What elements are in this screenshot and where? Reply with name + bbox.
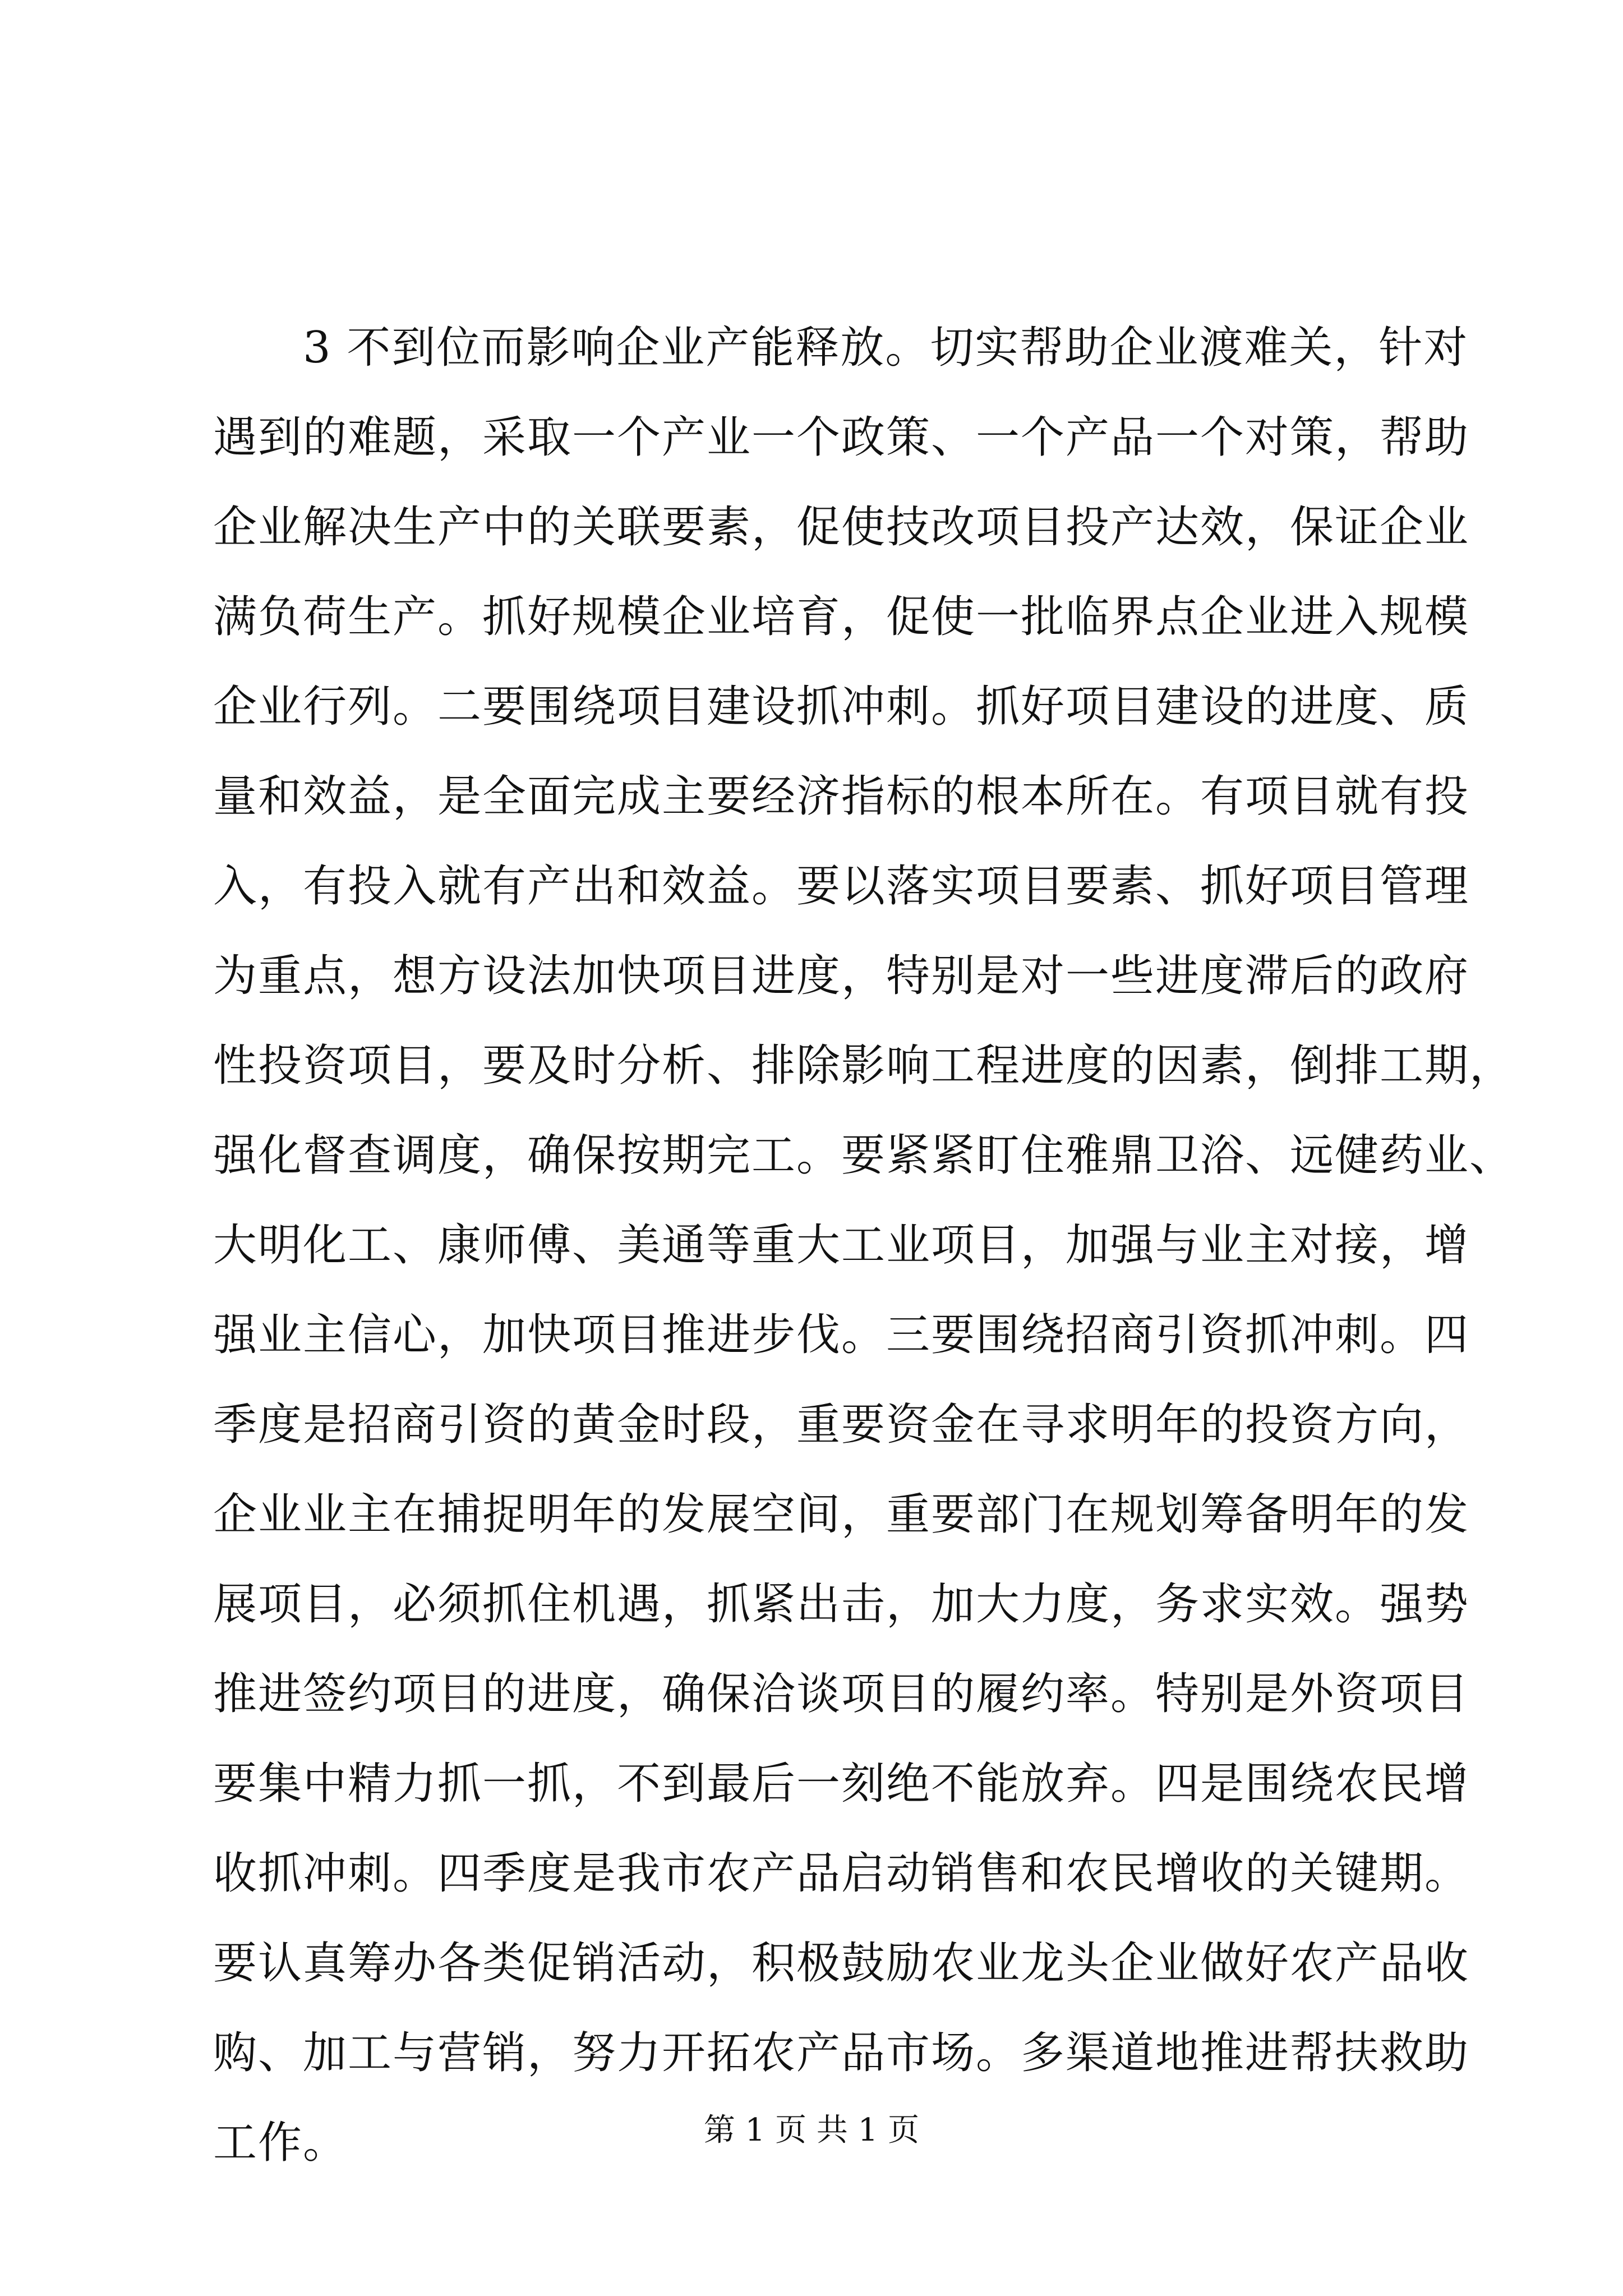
- page-number-label: 第 1 页 共 1 页: [703, 2112, 920, 2148]
- text-line: 季度是招商引资的黄金时段，重要资金在寻求明年的投资方向，: [213, 1400, 1470, 1450]
- text-line: 购、加工与营销，努力开拓农产品市场。多渠道地推进帮扶救助: [213, 2028, 1470, 2078]
- text-line: 企业解决生产中的关联要素，促使技改项目投产达效，保证企业: [213, 502, 1470, 553]
- text-line: 要集中精力抓一抓，不到最后一刻绝不能放弃。四是围绕农民增: [213, 1759, 1470, 1809]
- text-line: 为重点，想方设法加快项目进度，特别是对一些进度滞后的政府: [213, 951, 1470, 1001]
- text-line: 推进签约项目的进度，确保洽谈项目的履约率。特别是外资项目: [213, 1669, 1470, 1719]
- text-line: 大明化工、康师傅、美通等重大工业项目，加强与业主对接，增: [213, 1220, 1470, 1271]
- text-line: 要认真筹办各类促销活动，积极鼓励农业龙头企业做好农产品收: [213, 1938, 1470, 1989]
- text-line: 量和效益，是全面完成主要经济指标的根本所在。有项目就有投: [213, 771, 1470, 822]
- text-line: 企业业主在捕捉明年的发展空间，重要部门在规划筹备明年的发: [213, 1489, 1470, 1540]
- text-line: 遇到的难题，采取一个产业一个政策、一个产品一个对策，帮助: [213, 412, 1470, 463]
- text-line: 强业主信心，加快项目推进步伐。三要围绕招商引资抓冲刺。四: [213, 1310, 1470, 1360]
- text-line: 企业行列。二要围绕项目建设抓冲刺。抓好项目建设的进度、质: [213, 682, 1470, 732]
- page-footer: [0, 2108, 1623, 2153]
- text-line: 工作。: [213, 2118, 348, 2168]
- text-line: 强化督查调度，确保按期完工。要紧紧盯住雅鼎卫浴、远健药业、: [213, 1130, 1515, 1181]
- body-paragraph: [213, 303, 1515, 2188]
- text-line: 3 不到位而影响企业产能释放。切实帮助企业渡难关，针对: [303, 323, 1469, 373]
- text-line: 满负荷生产。抓好规模企业培育，促使一批临界点企业进入规模: [213, 592, 1470, 642]
- text-line: 收抓冲刺。四季度是我市农产品启动销售和农民增收的关键期。: [213, 1848, 1470, 1899]
- text-line: 性投资项目，要及时分析、排除影响工程进度的因素，倒排工期，: [213, 1041, 1515, 1091]
- text-line: 入，有投入就有产出和效益。要以落实项目要素、抓好项目管理: [213, 861, 1470, 912]
- text-line: 展项目，必须抓住机遇，抓紧出击，加大力度，务求实效。强势: [213, 1579, 1470, 1630]
